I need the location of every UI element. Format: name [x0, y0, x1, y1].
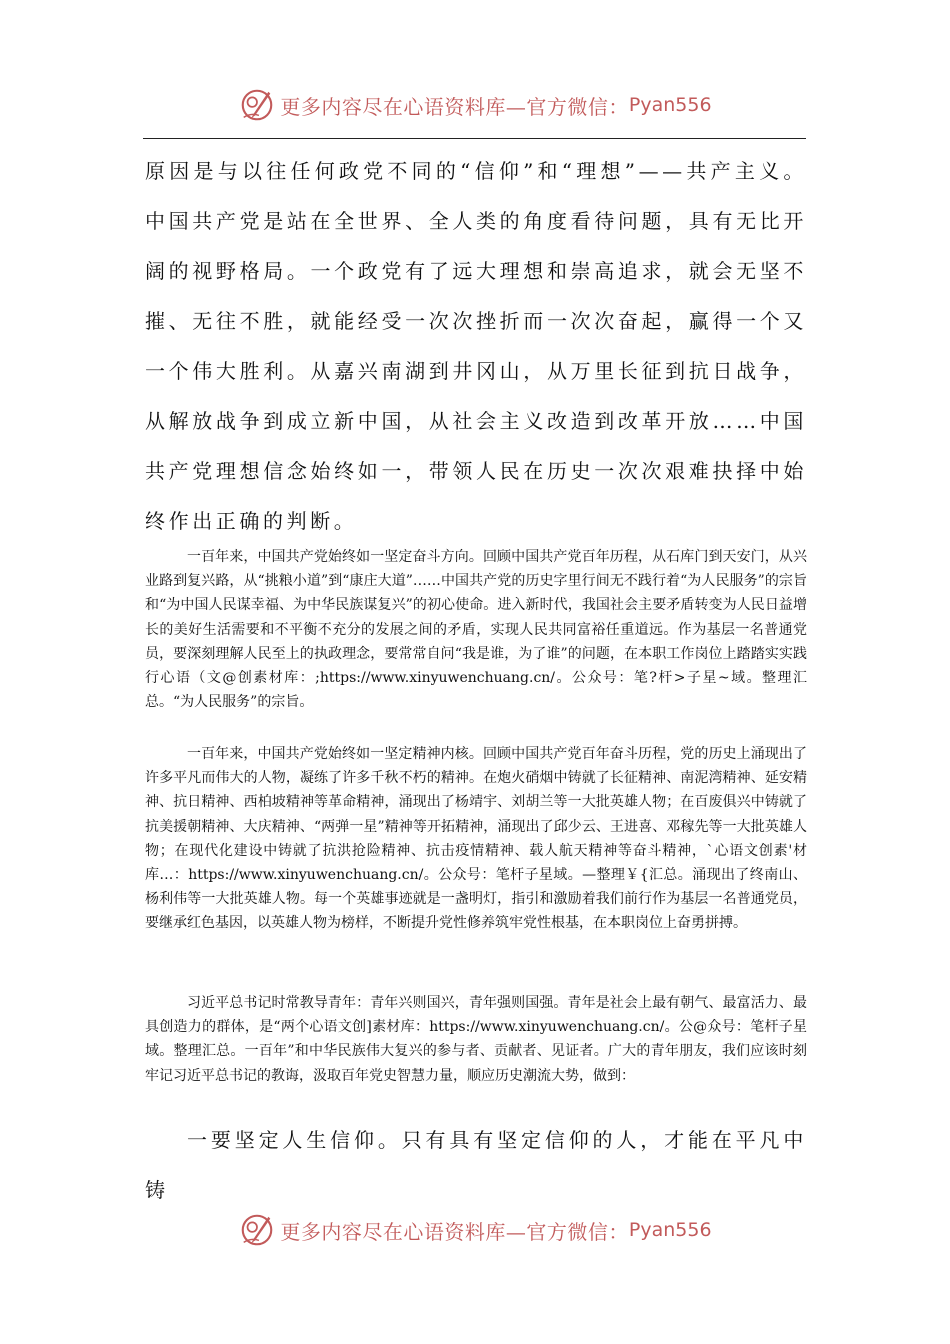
- header-banner-text: 更多内容尽在心语资料库—官方微信：: [280, 94, 629, 119]
- paragraph-1: 一百年来，中国共产党始终如一坚定奋斗方向。回顾中国共产党百年历程，从石库门到天安门，从兴业路到复兴路，从“挑粮小道”到“康庄大道”……中国共产党的历史字里行间无不践行着“为人民服务”的宗旨和“为中国人民谋幸福、为中华民族谋复兴”的初心使命。进入新时代，我国社会主要矛盾转变为人民日益增长的美好生活需要和不平衡不充分的发展之间的矛盾，实现人民共同富裕任重道远。作为基层一名普通党员，要深刻理解人民至上的执政理念，要常常自问“我是谁，为了谁”的问题，在本职工作岗位上踏踏实实践行心语（文@创素材库：;https://www.xinyuwenchuang.cn/。公众号：笔?杆>子星~域。整理汇总。“为人民服务”的宗旨。: [145, 549, 807, 711]
- footer-wechat-id: Pyan556: [628, 1219, 712, 1241]
- paragraph-3: 习近平总书记时常教导青年：青年兴则国兴，青年强则国强。青年是社会上最有朝气、最富活力、最具创造力的群体，是“两个心语文创]素材库：https://www.xinyuwenchuang.cn/。公@众号：笔杆子星域。整理汇总。一百年”和中华民族伟大复兴的参与者、贡献者、见证者。广大的青年朋友，我们应该时刻牢记习近平总书记的教诲，汲取百年党史智慧力量，顺应历史潮流大势，做到：: [145, 995, 807, 1084]
- header-wechat-id: Pyan556: [628, 94, 712, 116]
- quill-logo-icon: [238, 86, 276, 124]
- footer-banner-text: 更多内容尽在心语资料库—官方微信：: [280, 1219, 629, 1244]
- quill-logo-icon: [238, 1211, 276, 1249]
- footer-banner: [0, 1208, 950, 1252]
- paragraph-2: 一百年来，中国共产党始终如一坚定精神内核。回顾中国共产党百年奋斗历程，党的历史上涌现出了许多平凡而伟大的人物，凝练了许多千秋不朽的精神。在炮火硝烟中铸就了长征精神、南泥湾精神、延安精神、抗日精神、西柏坡精神等革命精神，涌现出了杨靖宇、刘胡兰等一大批英雄人物；在百废俱兴中铸就了抗美援朝精神、大庆精神、“两弹一星”精神等开拓精神，涌现出了邱少云、王进喜、邓稼先等一大批英雄人物；在现代化建设中铸就了抗洪抢险精神、抗击疫情精神、载人航天精神等奋斗精神，`心语文创素'材库…：https://www.xinyuwenchuang.cn/。公众号：笔杆子星域。—整理￥{汇总。涌现出了终南山、杨利伟等一大批英雄人物。每一个英雄事迹就是一盏明灯，指引和激励着我们前行作为基层一名普通党员，要继承红色基因，以英雄人物为榜样，不断提升党性修养筑牢党性根基，在本职岗位上奋勇拼搏。: [145, 746, 807, 932]
- closing-paragraph: 一要坚定人生信仰。只有具有坚定信仰的人，才能在平凡中铸: [145, 1128, 807, 1202]
- header-divider: [143, 138, 806, 139]
- intro-paragraph: 原因是与以往任何政党不同的“信仰”和“理想”——共产主义。中国共产党是站在全世界、全人类的角度看待问题，具有无比开阔的视野格局。一个政党有了远大理想和崇高追求，就会无坚不摧、无往不胜，就能经受一次次挫折而一次次奋起，赢得一个又一个伟大胜利。从嘉兴南湖到井冈山，从万里长征到抗日战争，从解放战争到成立新中国，从社会主义改造到改革开放……中国共产党理想信念始终如一，带领人民在历史一次次艰难抉择中始终作出正确的判断。: [145, 159, 807, 533]
- header-banner: [0, 83, 950, 127]
